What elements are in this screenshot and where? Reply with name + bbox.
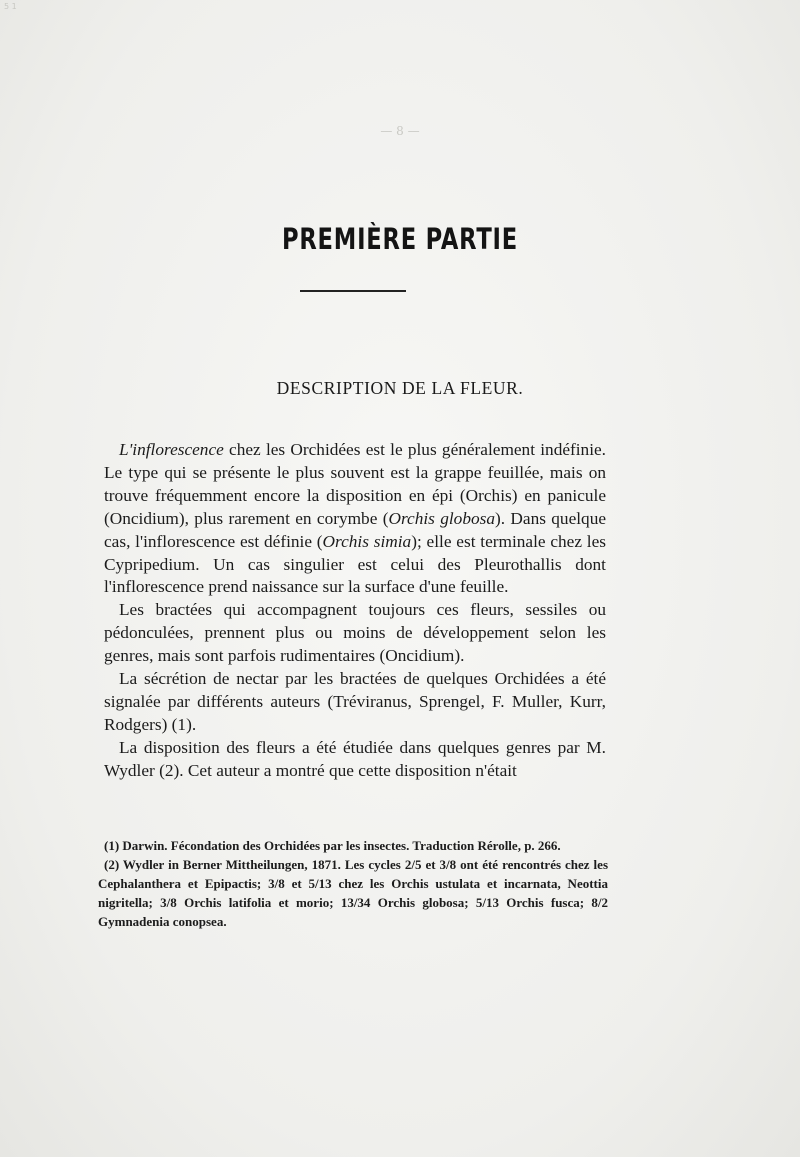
edge-mark: 5 1 bbox=[4, 2, 17, 11]
body-text bbox=[104, 439, 606, 783]
paragraph-inflorescence: L'inflorescence chez les Orchidées est le plus généralement indéfinie. Le type qui se présente le plus souvent est la grappe feuillée, mais on trouve fréquemment encore la disposition en épi (Orchis) en panicule (Oncidium), plus rarement en corymbe (Orchis globosa). Dans quelque cas, l'inflorescence est définie (Orchis simia); elle est terminale chez les Cypripedium. Un cas singulier est celui des Pleurothallis dont l'inflorescence prend naissance sur la surface d'une feuille. bbox=[104, 440, 606, 597]
lead-term: L'inflorescence bbox=[119, 440, 224, 459]
title-rule bbox=[300, 290, 406, 292]
paragraph-bracts: Les bractées qui accompagnent toujours ces fleurs, sessiles ou pédonculées, prennent plus ou moins de développement selon les genres, mais sont parfois rudimentaires (Oncidium). bbox=[104, 600, 606, 666]
footnotes bbox=[98, 836, 608, 931]
footnote-2: (2) Wydler in Berner Mittheilungen, 1871. Les cycles 2/5 et 3/8 ont été rencontrés chez les Cephalanthera et Epipactis; 3/8 et 5/13 chez les Orchis ustulata et incarnata, Neottia nigritella; 3/8 Orchis latifolia et morio; 13/34 Orchis globosa; 5/13 Orchis fusca; 8/2 Gymnadenia conopsea. bbox=[98, 857, 608, 929]
section-title: DESCRIPTION DE LA FLEUR. bbox=[276, 378, 524, 398]
page-number: — 8 — bbox=[380, 124, 420, 138]
footnote-1: (1) Darwin. Fécondation des Orchidées par les insectes. Traduction Rérolle, p. 266. bbox=[104, 838, 561, 853]
paragraph-nectar: La sécrétion de nectar par les bractées de quelques Orchidées a été signalée par différents auteurs (Tréviranus, Sprengel, F. Muller, Kurr, Rodgers) (1). bbox=[104, 669, 606, 734]
paragraph-disposition: La disposition des fleurs a été étudiée dans quelques genres par M. Wydler (2). Cet auteur a montré que cette disposition n'était bbox=[104, 737, 606, 780]
part-title: PREMIÈRE PARTIE bbox=[282, 222, 518, 256]
